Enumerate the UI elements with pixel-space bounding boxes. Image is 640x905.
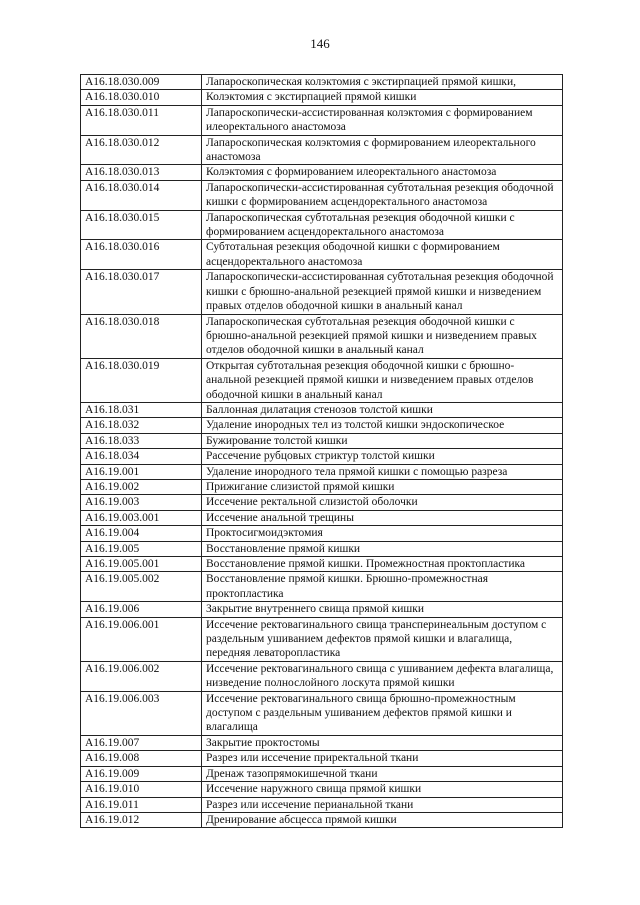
- procedure-name: Удаление инородных тел из толстой кишки эндоскопическое: [202, 418, 563, 433]
- table-row: [81, 418, 563, 433]
- table-row: [81, 617, 563, 661]
- procedure-name: Иссечение анальной трещины: [202, 510, 563, 525]
- procedure-name: Открытая субтотальная резекция ободочной кишки с брюшно-анальной резекцией прямой кишки и низведением правых отделов ободочной кишки в анальный канал: [202, 358, 563, 402]
- procedure-code: A16.18.030.013: [81, 165, 202, 180]
- procedure-name: Иссечение ректовагинального свища трансперинеальным доступом с раздельным ушиванием дефектов прямой кишки и влагалища, передняя леваторопластика: [202, 617, 563, 661]
- procedure-code: A16.19.011: [81, 797, 202, 812]
- procedure-name: Разрез или иссечение перианальной ткани: [202, 797, 563, 812]
- procedure-table-body: [81, 75, 563, 828]
- table-row: [81, 180, 563, 210]
- table-row: [81, 165, 563, 180]
- procedure-name: Лапароскопическая колэктомия с формированием илеоректального анастомоза: [202, 135, 563, 165]
- procedure-name: Дренирование абсцесса прямой кишки: [202, 812, 563, 827]
- procedure-code: A16.19.009: [81, 766, 202, 781]
- table-row: [81, 541, 563, 556]
- procedure-name: Закрытие внутреннего свища прямой кишки: [202, 602, 563, 617]
- procedure-name: Баллонная дилатация стенозов толстой кишки: [202, 402, 563, 417]
- procedure-code: A16.18.030.009: [81, 75, 202, 90]
- procedure-name: Закрытие проктостомы: [202, 735, 563, 750]
- table-row: [81, 812, 563, 827]
- procedure-code: A16.18.030.017: [81, 270, 202, 314]
- procedure-name: Прижигание слизистой прямой кишки: [202, 479, 563, 494]
- table-row: [81, 270, 563, 314]
- table-row: [81, 314, 563, 358]
- procedure-name: Иссечение ректовагинального свища брюшно-промежностным доступом с раздельным ушиванием дефектов прямой кишки и влагалища: [202, 691, 563, 735]
- table-row: [81, 464, 563, 479]
- table-row: [81, 751, 563, 766]
- procedure-name: Восстановление прямой кишки. Брюшно-промежностная проктопластика: [202, 572, 563, 602]
- table-row: [81, 691, 563, 735]
- procedure-code: A16.18.030.019: [81, 358, 202, 402]
- procedure-name: Лапароскопически-ассистированная субтотальная резекция ободочной кишки с брюшно-анальной резекцией прямой кишки и низведением правых отделов ободочной кишки в анальный канал: [202, 270, 563, 314]
- procedure-name: Лапароскопическая субтотальная резекция ободочной кишки с брюшно-анальной резекцией прямой кишки и низведением правых отделов ободочной кишки в анальный канал: [202, 314, 563, 358]
- procedure-name: Иссечение ректовагинального свища с ушиванием дефекта влагалища, низведение полнослойного лоскута прямой кишки: [202, 661, 563, 691]
- table-row: [81, 90, 563, 105]
- procedure-table: [80, 74, 563, 828]
- table-row: [81, 735, 563, 750]
- table-row: [81, 210, 563, 240]
- procedure-name: Восстановление прямой кишки. Промежностная проктопластика: [202, 557, 563, 572]
- procedure-name: Проктосигмоидэктомия: [202, 526, 563, 541]
- procedure-name: Колэктомия с формированием илеоректального анастомоза: [202, 165, 563, 180]
- table-row: [81, 572, 563, 602]
- table-row: [81, 433, 563, 448]
- procedure-name: Иссечение ректальной слизистой оболочки: [202, 495, 563, 510]
- procedure-name: Лапароскопически-ассистированная колэктомия с формированием илеоректального анастомоза: [202, 105, 563, 135]
- table-row: [81, 526, 563, 541]
- procedure-code: A16.18.032: [81, 418, 202, 433]
- procedure-name: Восстановление прямой кишки: [202, 541, 563, 556]
- procedure-code: A16.19.007: [81, 735, 202, 750]
- procedure-code: A16.18.030.016: [81, 240, 202, 270]
- table-row: [81, 495, 563, 510]
- procedure-code: A16.18.030.012: [81, 135, 202, 165]
- procedure-code: A16.19.012: [81, 812, 202, 827]
- procedure-code: A16.19.005: [81, 541, 202, 556]
- table-row: [81, 240, 563, 270]
- procedure-code: A16.19.006: [81, 602, 202, 617]
- table-row: [81, 135, 563, 165]
- procedure-name: Разрез или иссечение приректальной ткани: [202, 751, 563, 766]
- table-row: [81, 797, 563, 812]
- procedure-code: A16.19.005.001: [81, 557, 202, 572]
- procedure-code: A16.18.030.014: [81, 180, 202, 210]
- procedure-name: Бужирование толстой кишки: [202, 433, 563, 448]
- table-row: [81, 602, 563, 617]
- procedure-code: A16.19.002: [81, 479, 202, 494]
- procedure-code: A16.19.001: [81, 464, 202, 479]
- procedure-code: A16.18.030.010: [81, 90, 202, 105]
- procedure-name: Лапароскопическая колэктомия с экстирпацией прямой кишки,: [202, 75, 563, 90]
- procedure-code: A16.19.006.002: [81, 661, 202, 691]
- table-row: [81, 479, 563, 494]
- procedure-name: Рассечение рубцовых стриктур толстой кишки: [202, 449, 563, 464]
- table-row: [81, 661, 563, 691]
- procedure-name: Субтотальная резекция ободочной кишки с формированием асцендоректального анастомоза: [202, 240, 563, 270]
- table-row: [81, 782, 563, 797]
- procedure-code: A16.18.030.015: [81, 210, 202, 240]
- procedure-name: Лапароскопически-ассистированная субтотальная резекция ободочной кишки с формированием асцендоректального анастомоза: [202, 180, 563, 210]
- table-row: [81, 449, 563, 464]
- table-row: [81, 75, 563, 90]
- page-number: 146: [310, 36, 330, 51]
- procedure-name: Иссечение наружного свища прямой кишки: [202, 782, 563, 797]
- procedure-code: A16.18.030.018: [81, 314, 202, 358]
- procedure-code: A16.19.005.002: [81, 572, 202, 602]
- procedure-name: Дренаж тазопрямокишечной ткани: [202, 766, 563, 781]
- procedure-code: A16.18.034: [81, 449, 202, 464]
- table-row: [81, 105, 563, 135]
- procedure-code: A16.19.006.003: [81, 691, 202, 735]
- table-row: [81, 402, 563, 417]
- procedure-name: Колэктомия с экстирпацией прямой кишки: [202, 90, 563, 105]
- procedure-code: A16.18.031: [81, 402, 202, 417]
- procedure-code: A16.19.003: [81, 495, 202, 510]
- table-row: [81, 766, 563, 781]
- procedure-code: A16.19.008: [81, 751, 202, 766]
- table-row: [81, 358, 563, 402]
- procedure-code: A16.18.033: [81, 433, 202, 448]
- procedure-code: A16.19.003.001: [81, 510, 202, 525]
- procedure-code: A16.19.010: [81, 782, 202, 797]
- table-row: [81, 557, 563, 572]
- procedure-name: Удаление инородного тела прямой кишки с помощью разреза: [202, 464, 563, 479]
- table-row: [81, 510, 563, 525]
- procedure-code: A16.19.006.001: [81, 617, 202, 661]
- procedure-code: A16.19.004: [81, 526, 202, 541]
- procedure-name: Лапароскопическая субтотальная резекция ободочной кишки с формированием асцендоректального анастомоза: [202, 210, 563, 240]
- procedure-code: A16.18.030.011: [81, 105, 202, 135]
